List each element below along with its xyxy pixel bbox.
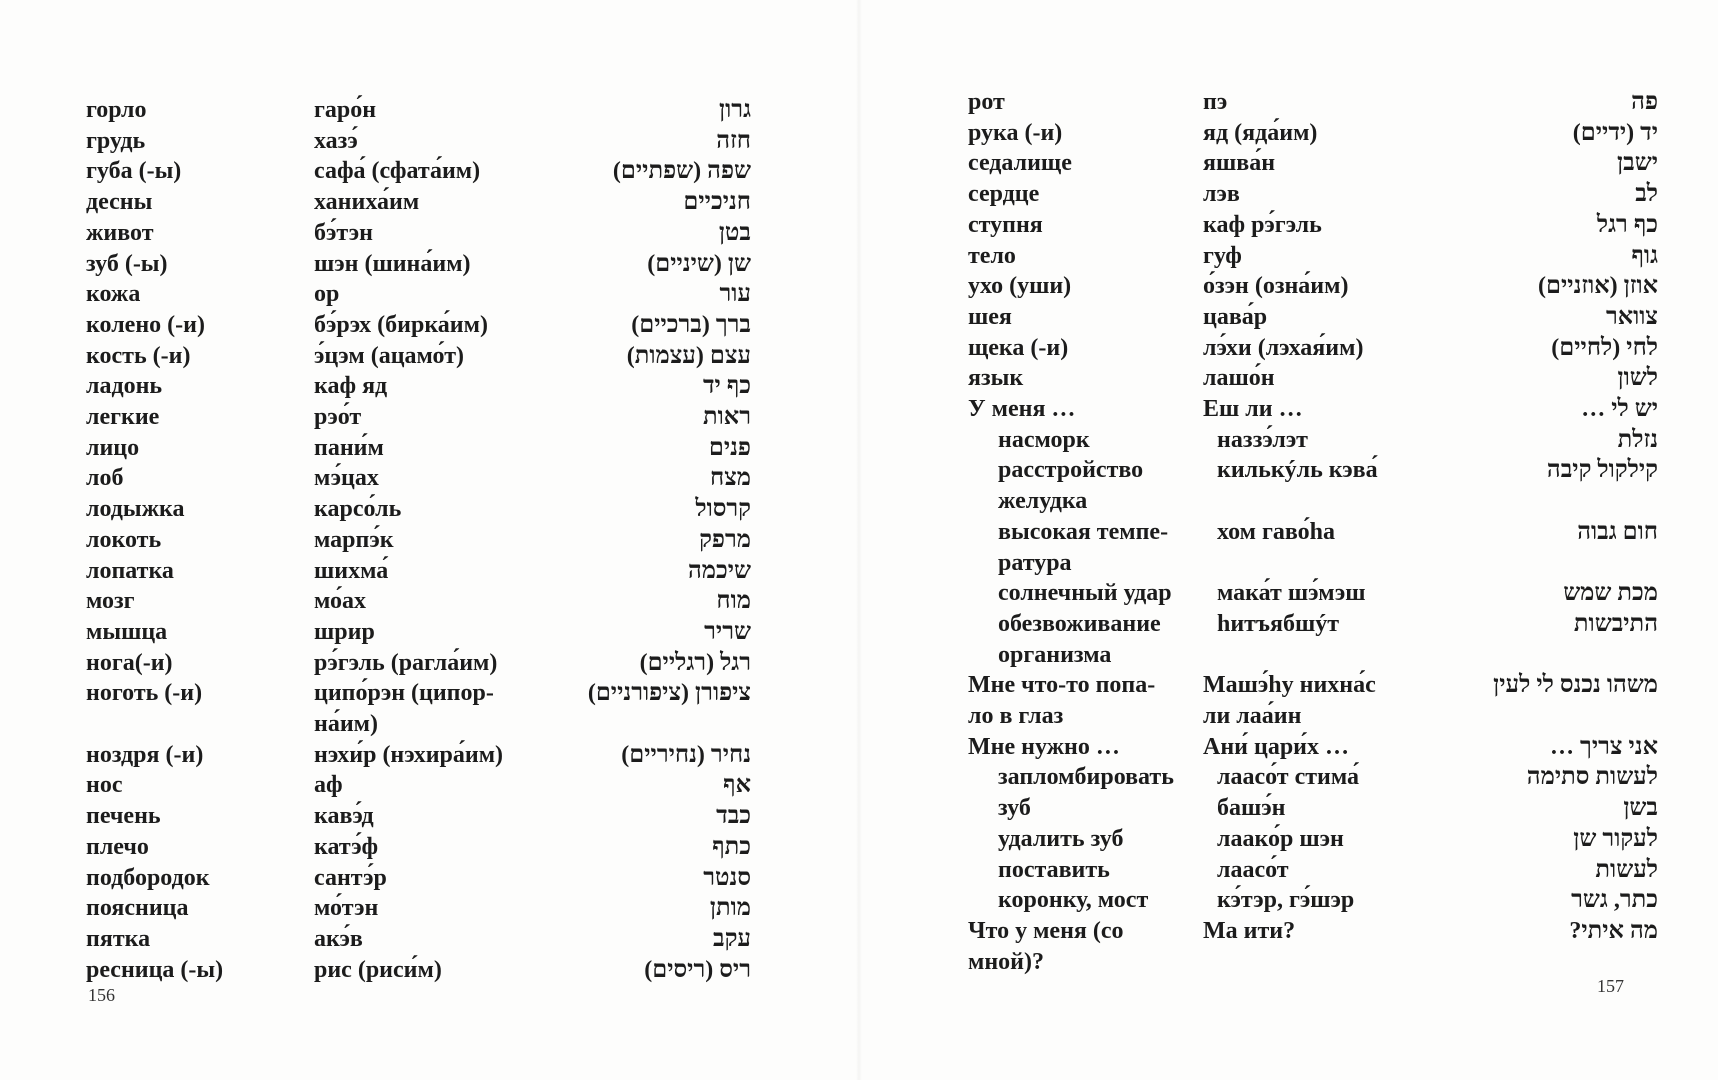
hebrew-term: פה bbox=[1631, 89, 1658, 115]
russian-term: кость (-и) bbox=[86, 342, 191, 369]
russian-term: колено (-и) bbox=[86, 311, 205, 338]
russian-term: мозг bbox=[86, 588, 135, 615]
russian-term: рот bbox=[968, 89, 1005, 115]
russian-term: желудка bbox=[998, 488, 1088, 515]
transliteration: хазэ́ bbox=[314, 127, 358, 154]
hebrew-term: צוואר bbox=[1605, 303, 1658, 330]
dictionary-entry bbox=[859, 701, 1718, 732]
dictionary-entry bbox=[0, 832, 859, 863]
dictionary-entry bbox=[859, 148, 1718, 179]
russian-term: лоб bbox=[86, 465, 124, 492]
hebrew-term: אוזן (אוזניים) bbox=[1538, 273, 1658, 300]
dictionary-entry bbox=[0, 863, 859, 894]
dictionary-entry bbox=[859, 425, 1718, 456]
transliteration: лаасо́т стима́ bbox=[1217, 764, 1360, 791]
dictionary-entry bbox=[0, 801, 859, 832]
hebrew-term: לשון bbox=[1617, 365, 1658, 392]
transliteration: башэ́н bbox=[1217, 795, 1286, 822]
hebrew-term: משהו נכנס לי לעין bbox=[1493, 672, 1658, 699]
russian-term: тело bbox=[968, 242, 1016, 269]
russian-term: ноздря (-и) bbox=[86, 741, 204, 768]
russian-term: кожа bbox=[86, 281, 141, 308]
transliteration: Машэ́hу нихна́с bbox=[1203, 672, 1376, 699]
russian-term: коронку, мост bbox=[998, 887, 1149, 914]
hebrew-term: לעקור שן bbox=[1573, 825, 1658, 852]
hebrew-term: עקב bbox=[713, 925, 751, 952]
dictionary-entry bbox=[0, 648, 859, 679]
russian-term: зуб (-ы) bbox=[86, 250, 168, 277]
transliteration: рис (риси́м) bbox=[314, 956, 442, 983]
transliteration: ханиха́им bbox=[314, 189, 420, 216]
hebrew-term: מוח bbox=[716, 588, 751, 615]
hebrew-term: יד (ידיים) bbox=[1572, 119, 1658, 146]
hebrew-term: קילקול קיבה bbox=[1546, 457, 1658, 484]
transliteration: Еш ли … bbox=[1203, 396, 1303, 422]
transliteration: мэ́цах bbox=[314, 465, 379, 492]
russian-term: ло в глаз bbox=[968, 703, 1064, 729]
russian-term: запломбировать bbox=[998, 764, 1174, 791]
transliteration: яшва́н bbox=[1203, 150, 1276, 177]
russian-term: подбородок bbox=[86, 864, 210, 891]
dictionary-entry bbox=[859, 517, 1718, 548]
transliteration: гаро́н bbox=[314, 97, 377, 123]
hebrew-term: חום גבוה bbox=[1577, 518, 1658, 545]
dictionary-entry bbox=[0, 709, 859, 740]
transliteration: Ани́ цари́х … bbox=[1203, 733, 1349, 760]
transliteration: о́зэн (озна́им) bbox=[1203, 273, 1349, 300]
russian-term: высокая темпе- bbox=[998, 518, 1169, 545]
transliteration: лэ́хи (лэхая́им) bbox=[1203, 334, 1364, 361]
dictionary-entry bbox=[0, 95, 859, 126]
dictionary-entry bbox=[0, 494, 859, 525]
russian-term: нога(-и) bbox=[86, 649, 173, 676]
russian-term: Мне что-то попа- bbox=[968, 672, 1156, 699]
russian-term: Мне нужно … bbox=[968, 733, 1120, 760]
hebrew-term: ציפורן (ציפורניים) bbox=[587, 680, 751, 707]
hebrew-term: לחי (לחיים) bbox=[1551, 334, 1658, 361]
transliteration: ли лаа́ин bbox=[1203, 703, 1302, 729]
russian-term: мышца bbox=[86, 618, 168, 645]
russian-term: локоть bbox=[86, 526, 162, 553]
hebrew-term: מצח bbox=[709, 465, 751, 492]
dictionary-entry bbox=[0, 525, 859, 556]
russian-term: рука (-и) bbox=[968, 119, 1063, 146]
transliteration: марпэ́к bbox=[314, 526, 394, 553]
dictionary-entry bbox=[859, 179, 1718, 210]
hebrew-term: עור bbox=[719, 281, 751, 308]
hebrew-term: חניכיים bbox=[683, 189, 751, 216]
transliteration: наззэ́лэт bbox=[1217, 426, 1308, 453]
transliteration: шрир bbox=[314, 618, 375, 645]
transliteration: пани́м bbox=[314, 434, 384, 461]
transliteration: бэ́рэх (бирка́им) bbox=[314, 311, 488, 338]
dictionary-entry bbox=[0, 156, 859, 187]
hebrew-term: התיבשות bbox=[1573, 610, 1658, 637]
russian-term: У меня … bbox=[968, 396, 1076, 422]
dictionary-entry bbox=[859, 486, 1718, 517]
hebrew-term: יש לי … bbox=[1581, 396, 1658, 422]
transliteration: э́цэм (ацамо́т) bbox=[314, 342, 465, 369]
dictionary-entry bbox=[0, 433, 859, 464]
russian-term: сердце bbox=[968, 181, 1040, 208]
russian-term: десны bbox=[86, 189, 153, 216]
transliteration: сантэ́р bbox=[314, 864, 387, 891]
dictionary-entry bbox=[859, 241, 1718, 272]
russian-term: ноготь (-и) bbox=[86, 680, 203, 707]
hebrew-term: בשן bbox=[1623, 795, 1658, 822]
dictionary-entry bbox=[859, 87, 1718, 118]
russian-term: нос bbox=[86, 772, 123, 799]
hebrew-term: מרפק bbox=[699, 526, 751, 553]
hebrew-term: פנים bbox=[708, 434, 751, 461]
russian-term: лицо bbox=[86, 434, 140, 461]
russian-term: зуб bbox=[998, 795, 1031, 822]
hebrew-term: חזה bbox=[716, 127, 751, 154]
dictionary-entry bbox=[0, 617, 859, 648]
hebrew-term: גרון bbox=[719, 97, 751, 123]
russian-term: удалить зуб bbox=[998, 825, 1124, 852]
transliteration: hитъябшýт bbox=[1217, 610, 1339, 637]
hebrew-term: ראות bbox=[703, 404, 751, 430]
hebrew-term: נזלת bbox=[1617, 426, 1658, 453]
russian-term: печень bbox=[86, 803, 161, 830]
transliteration: сафа́ (сфата́им) bbox=[314, 158, 481, 185]
transliteration: мо́тэн bbox=[314, 895, 379, 922]
page-number: 157 bbox=[1597, 976, 1624, 996]
dictionary-entry bbox=[0, 893, 859, 924]
russian-term: ступня bbox=[968, 211, 1043, 238]
hebrew-term: שן (שיניים) bbox=[647, 250, 751, 277]
hebrew-term: שיכמה bbox=[687, 557, 751, 584]
transliteration: хом гаво́hа bbox=[1217, 518, 1336, 545]
transliteration: яд (яда́им) bbox=[1203, 119, 1318, 146]
hebrew-term: נחיר (נחיריים) bbox=[621, 741, 751, 768]
dictionary-entry bbox=[859, 548, 1718, 579]
dictionary-entry bbox=[859, 333, 1718, 364]
hebrew-term: ישבן bbox=[1617, 150, 1658, 177]
dictionary-entry bbox=[0, 586, 859, 617]
hebrew-term: מה איתי? bbox=[1569, 917, 1658, 944]
transliteration: каф яд bbox=[314, 373, 388, 400]
dictionary-entry bbox=[859, 394, 1718, 425]
transliteration: шэн (шина́им) bbox=[314, 250, 471, 277]
transliteration: кавэ́д bbox=[314, 803, 374, 830]
dictionary-entry bbox=[859, 916, 1718, 947]
russian-term: щека (-и) bbox=[968, 334, 1069, 361]
dictionary-entry bbox=[0, 187, 859, 218]
russian-term: лопатка bbox=[86, 557, 174, 584]
hebrew-term: ברך (ברכיים) bbox=[631, 311, 751, 338]
russian-term: лодыжка bbox=[86, 496, 185, 523]
russian-term: горло bbox=[86, 97, 147, 123]
transliteration: гуф bbox=[1203, 242, 1242, 269]
hebrew-term: אף bbox=[723, 772, 751, 799]
transliteration: килькýль кэва́ bbox=[1217, 457, 1378, 484]
russian-term: мной)? bbox=[968, 948, 1044, 975]
transliteration: рэ́гэль (рагла́им) bbox=[314, 649, 498, 676]
dictionary-entry bbox=[0, 249, 859, 280]
transliteration: акэ́в bbox=[314, 925, 363, 952]
transliteration: рэо́т bbox=[314, 404, 362, 430]
russian-term: обезвоживание bbox=[998, 610, 1161, 637]
dictionary-entry bbox=[859, 947, 1718, 978]
hebrew-term: כף רגל bbox=[1596, 211, 1658, 238]
transliteration: на́им) bbox=[314, 711, 378, 737]
hebrew-term: רגל (רגליים) bbox=[639, 649, 751, 676]
transliteration: катэ́ф bbox=[314, 833, 379, 860]
russian-term: легкие bbox=[86, 404, 160, 430]
transliteration: пэ bbox=[1203, 89, 1228, 115]
dictionary-entry bbox=[0, 556, 859, 587]
hebrew-term: מכת שמש bbox=[1563, 580, 1658, 607]
dictionary-entry bbox=[859, 363, 1718, 394]
russian-term: язык bbox=[968, 365, 1024, 392]
transliteration: кэ́тэр, гэ́шэр bbox=[1217, 887, 1355, 914]
dictionary-entry bbox=[0, 310, 859, 341]
page-number: 156 bbox=[88, 985, 115, 1005]
dictionary-entry bbox=[0, 678, 859, 709]
dictionary-entry bbox=[859, 210, 1718, 241]
dictionary-entry bbox=[0, 740, 859, 771]
hebrew-term: מותן bbox=[709, 895, 751, 922]
hebrew-term: סנטר bbox=[703, 864, 751, 891]
russian-term: седалище bbox=[968, 150, 1072, 177]
russian-term: поясница bbox=[86, 895, 189, 922]
dictionary-entry bbox=[0, 279, 859, 310]
hebrew-term: לעשות bbox=[1595, 856, 1658, 883]
russian-term: ратура bbox=[998, 549, 1072, 576]
dictionary-entry bbox=[0, 218, 859, 249]
dictionary-entry bbox=[859, 578, 1718, 609]
transliteration: Ма ити? bbox=[1203, 917, 1296, 944]
dictionary-entry bbox=[0, 770, 859, 801]
dictionary-entry bbox=[859, 455, 1718, 486]
transliteration: цава́р bbox=[1203, 303, 1268, 330]
russian-term: ресница (-ы) bbox=[86, 956, 224, 983]
dictionary-entry bbox=[0, 402, 859, 433]
hebrew-term: אני צריך … bbox=[1550, 733, 1658, 760]
transliteration: ципо́рэн (ципор- bbox=[314, 680, 494, 707]
hebrew-term: לב bbox=[1635, 181, 1658, 208]
russian-term: солнечный удар bbox=[998, 580, 1172, 607]
russian-term: губа (-ы) bbox=[86, 158, 182, 185]
russian-term: шея bbox=[968, 303, 1012, 330]
hebrew-term: ריס (ריסים) bbox=[644, 956, 751, 983]
transliteration: бэ́тэн bbox=[314, 219, 373, 246]
hebrew-term: גוף bbox=[1631, 242, 1658, 269]
hebrew-term: עצם (עצמות) bbox=[626, 342, 751, 369]
hebrew-term: לעשות סתימה bbox=[1526, 764, 1658, 791]
transliteration: карсо́ль bbox=[314, 496, 402, 523]
dictionary-entry bbox=[859, 762, 1718, 793]
russian-term: Что у меня (со bbox=[968, 917, 1124, 944]
dictionary-entry bbox=[0, 371, 859, 402]
russian-term: расстройство bbox=[998, 457, 1144, 484]
russian-term: ухо (уши) bbox=[968, 273, 1072, 300]
dictionary-entry bbox=[859, 640, 1718, 671]
transliteration: лашо́н bbox=[1203, 365, 1275, 392]
hebrew-term: כף יד bbox=[703, 373, 751, 400]
transliteration: шихма́ bbox=[314, 557, 389, 584]
transliteration: аф bbox=[314, 772, 343, 799]
hebrew-term: כתר, גשר bbox=[1571, 887, 1658, 914]
dictionary-entry bbox=[859, 885, 1718, 916]
dictionary-entry bbox=[859, 609, 1718, 640]
dictionary-entry bbox=[0, 955, 859, 986]
russian-term: организма bbox=[998, 641, 1112, 668]
transliteration: лаасо́т bbox=[1217, 856, 1289, 883]
russian-term: насморк bbox=[998, 426, 1090, 453]
dictionary-entry bbox=[859, 302, 1718, 333]
transliteration: мака́т шэ́мэш bbox=[1217, 580, 1366, 607]
dictionary-entry bbox=[859, 118, 1718, 149]
dictionary-entry bbox=[0, 463, 859, 494]
transliteration: нэхи́р (нэхира́им) bbox=[314, 741, 504, 768]
dictionary-entry bbox=[0, 126, 859, 157]
russian-term: ладонь bbox=[86, 373, 163, 400]
hebrew-term: כתף bbox=[712, 833, 751, 860]
russian-term: живот bbox=[86, 219, 154, 246]
transliteration: ор bbox=[314, 281, 340, 308]
right-page bbox=[859, 0, 1718, 1080]
russian-term: плечо bbox=[86, 833, 149, 860]
hebrew-term: כבד bbox=[716, 803, 751, 830]
hebrew-term: שפה (שפתיים) bbox=[612, 158, 751, 185]
dictionary-entry bbox=[859, 855, 1718, 886]
russian-term: грудь bbox=[86, 127, 146, 154]
dictionary-entry bbox=[0, 341, 859, 372]
hebrew-term: קרסול bbox=[695, 496, 751, 523]
transliteration: лаако́р шэн bbox=[1217, 825, 1344, 852]
russian-term: поставить bbox=[998, 856, 1110, 883]
transliteration: мо́ах bbox=[314, 588, 367, 615]
hebrew-term: בטן bbox=[718, 219, 751, 246]
dictionary-entry bbox=[859, 793, 1718, 824]
transliteration: каф рэ́гэль bbox=[1203, 211, 1322, 238]
dictionary-entry bbox=[859, 732, 1718, 763]
dictionary-entry bbox=[0, 924, 859, 955]
dictionary-entry bbox=[859, 824, 1718, 855]
transliteration: лэв bbox=[1203, 181, 1240, 208]
dictionary-entry bbox=[859, 670, 1718, 701]
hebrew-term: שריר bbox=[704, 618, 751, 645]
russian-term: пятка bbox=[86, 925, 151, 952]
dictionary-entry bbox=[859, 271, 1718, 302]
